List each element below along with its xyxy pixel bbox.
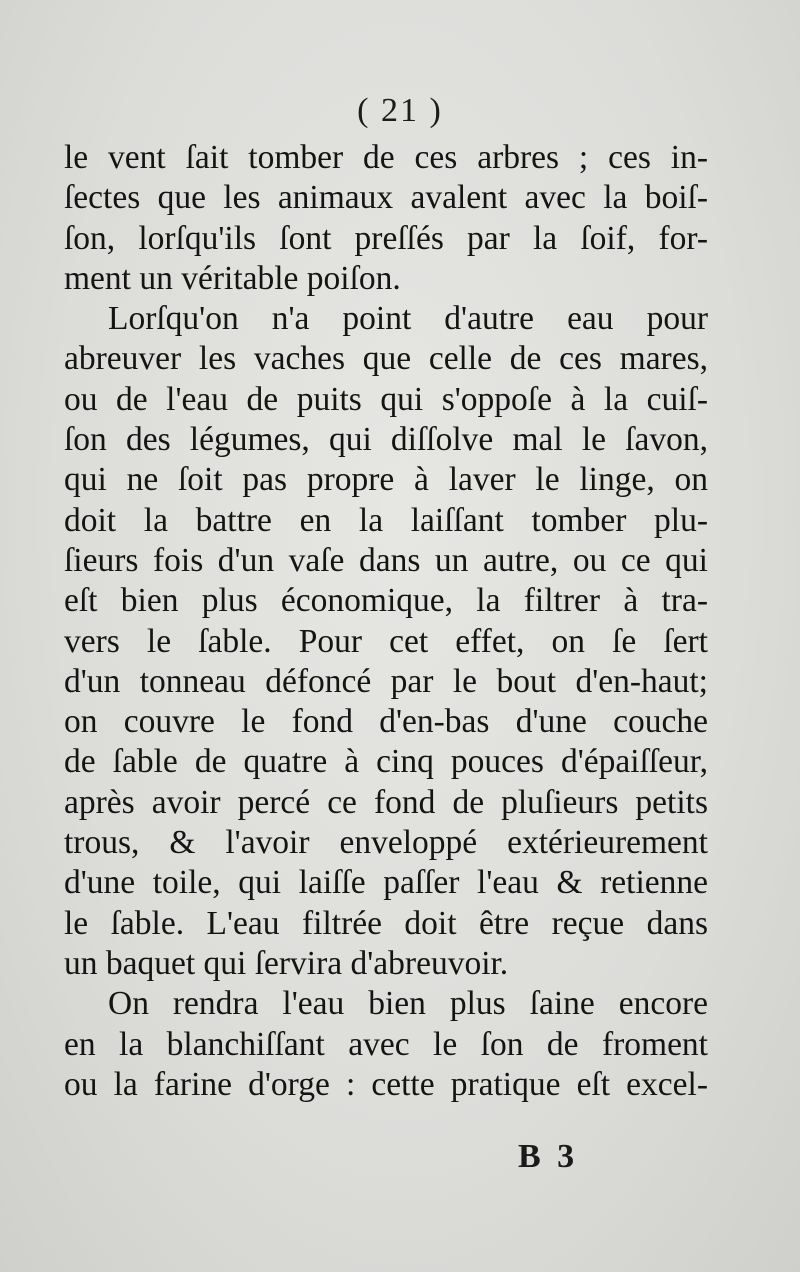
body-text — [64, 138, 708, 1105]
text-line: un baquet qui ſervira d'abreuvoir. — [64, 944, 509, 982]
text-line: en la blanchiſſant avec le ſon de froment — [64, 1025, 708, 1063]
text-line: ſon des légumes, qui diſſolve mal le ſavon, — [64, 421, 708, 459]
text-line: On rendra l'eau bien plus ſaine encore — [108, 985, 708, 1023]
page-number: ( 21 ) — [357, 92, 443, 129]
text-line: d'un tonneau défoncé par le bout d'en-haut; — [64, 662, 708, 700]
text-line: on couvre le fond d'en-bas d'une couche — [64, 703, 708, 741]
text-line: le vent ſait tomber de ces arbres ; ces in- — [64, 139, 708, 176]
text-line: ſon, lorſqu'ils ſont preſſés par la ſoif, for- — [64, 219, 708, 257]
text-line: trous, & l'avoir enveloppé extérieurement — [64, 824, 708, 862]
text-line: vers le ſable. Pour cet effet, on ſe ſert — [64, 622, 708, 660]
text-line: abreuver les vaches que celle de ces mares, — [64, 340, 708, 378]
text-line: d'une toile, qui laiſſe paſſer l'eau & retienne — [64, 864, 708, 902]
text-line: qui ne ſoit pas propre à laver le linge, on — [64, 461, 708, 499]
text-line: ment un véritable poiſon. — [64, 259, 401, 297]
text-line: eſt bien plus économique, la filtrer à tra- — [64, 582, 708, 620]
signature-mark: B 3 — [518, 1138, 579, 1175]
text-line: ou la farine d'orge : cette pratique eſt excel- — [64, 1065, 708, 1103]
text-line: Lorſqu'on n'a point d'autre eau pour — [108, 300, 708, 338]
text-line: le ſable. L'eau filtrée doit être reçue dans — [64, 904, 708, 942]
text-line: doit la battre en la laiſſant tomber plu- — [64, 501, 708, 539]
text-line: ou de l'eau de puits qui s'oppoſe à la cuiſ- — [64, 380, 708, 418]
text-line: de ſable de quatre à cinq pouces d'épaiſſeur, — [64, 743, 708, 781]
text-line: après avoir percé ce fond de pluſieurs petits — [64, 783, 708, 821]
text-line: ſieurs fois d'un vaſe dans un autre, ou ce qui — [64, 541, 708, 579]
text-line: ſectes que les animaux avalent avec la boiſ- — [64, 179, 708, 217]
